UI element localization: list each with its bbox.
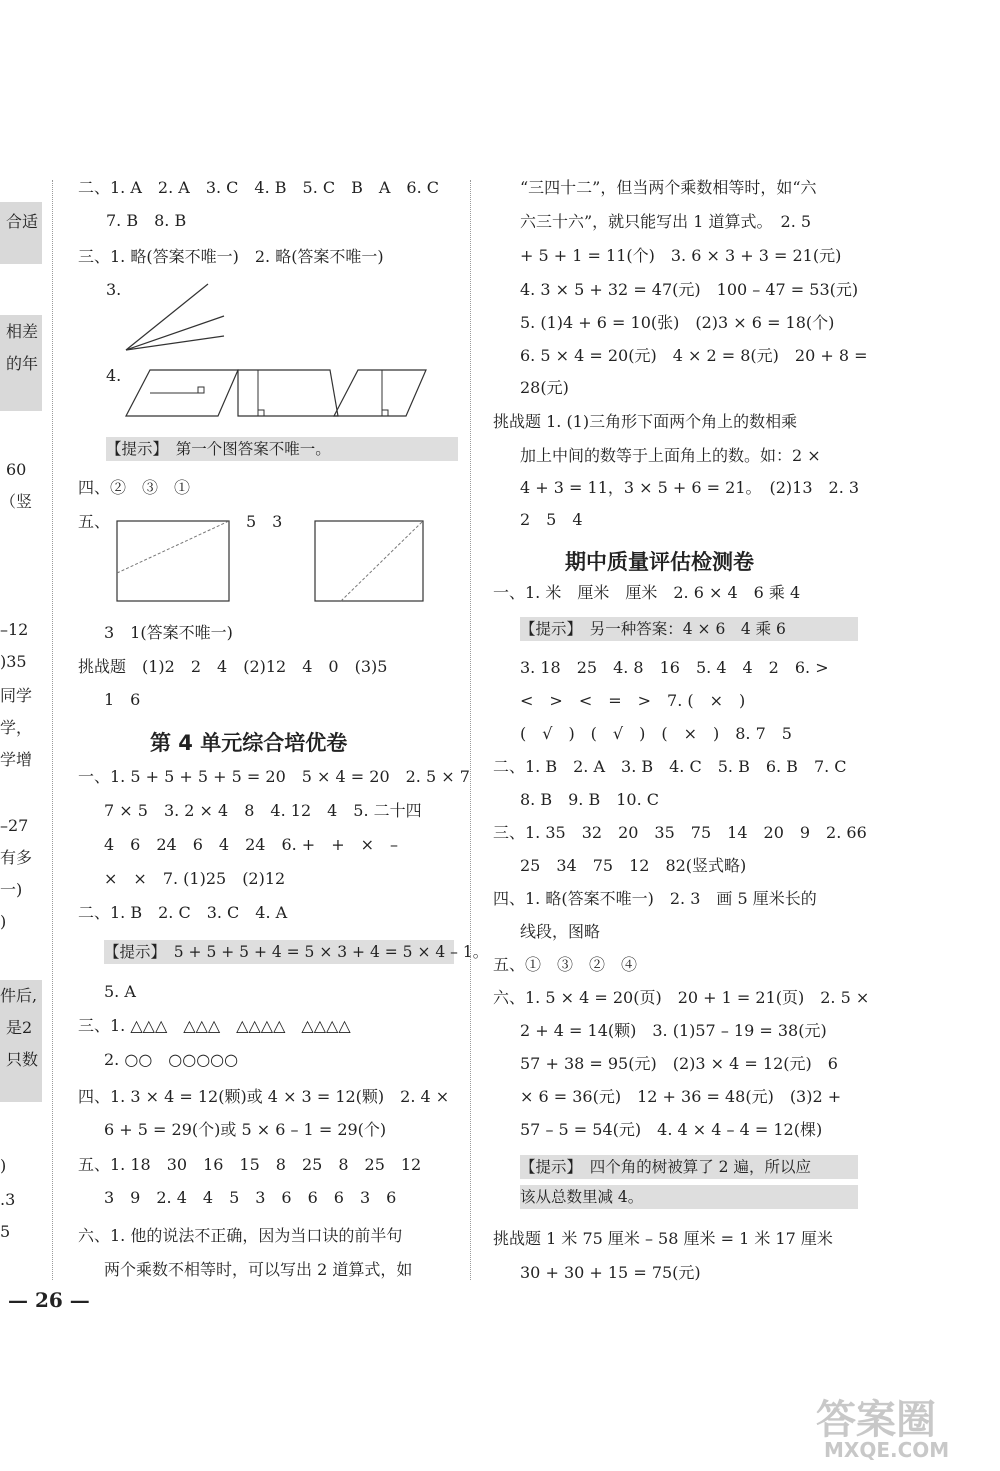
answer-line: 四、1. 略(答案不唯一) 2. 3 画 5 厘米长的 [493,889,817,908]
answer-line: 2 + 4 = 14(颗) 3. (1)57 – 19 = 38(元) [520,1021,827,1040]
answer-line: 7. B 8. B [106,211,187,230]
answer-line: 57 – 5 = 54(元) 4. 4 × 4 – 4 = 12(棵) [520,1120,823,1139]
answer-line: 25 34 75 12 82(竖式略) [520,856,747,875]
challenge-line: 1 6 [104,690,141,709]
answer-line: × × 7. (1)25 (2)12 [104,869,286,888]
answer-line: 2. ○○ ○○○○○ [104,1050,239,1069]
hint-box: 该从总数里减 4。 [520,1185,858,1209]
hint-box: 【提示】 5 + 5 + 5 + 4 = 5 × 3 + 4 = 5 × 4 – 1。 [104,940,454,964]
trapezoid-figures [120,366,450,420]
left-edge-text: 同学 [0,686,33,705]
answer-line: 两个乘数不相等时，可以写出 2 道算式，如 [104,1260,413,1279]
left-edge-text: ) [0,1156,7,1175]
hint-box: 【提示】 四个角的树被算了 2 遍，所以应 [520,1155,858,1179]
left-edge-text: 是2 [6,1018,33,1037]
answer-line: 3. [106,280,122,299]
answer-line: 加上中间的数等于上面角上的数。如：2 × [520,446,821,465]
left-edge-text: ) [0,912,7,931]
challenge-line: 挑战题 1 米 75 厘米 – 58 厘米 = 1 米 17 厘米 [493,1229,833,1248]
answer-line: 5. (1)4 + 6 = 10(张) (2)3 × 6 = 18(个) [520,313,835,332]
answer-line: 四、1. 3 × 4 = 12(颗)或 4 × 3 = 12(颗) 2. 4 × [78,1087,450,1106]
answer-line: 2 5 4 [520,510,583,529]
left-edge-text: 学， [0,718,33,737]
answer-line: “三四十二”，但当两个乘数相等时，如“六 [520,178,817,197]
answer-line: 五、1. 18 30 16 15 8 25 8 25 12 [78,1155,422,1174]
answer-line: 3. 18 25 4. 8 16 5. 4 4 2 6. > [520,658,829,677]
answer-line: 4. [106,366,122,385]
left-edge-text: –12 [0,620,29,639]
challenge-line: 30 + 30 + 15 = 75(元) [520,1263,701,1282]
left-edge-text: 只数 [6,1050,39,1069]
hint-box: 【提示】 另一种答案：4 × 6 4 乘 6 [520,617,858,641]
answer-line: 57 + 38 = 95(元) (2)3 × 4 = 12(元) 6 [520,1054,838,1073]
answer-line: 4. 3 × 5 + 32 = 47(元) 100 – 47 = 53(元) [520,280,859,299]
answer-line: 四、② ③ ① [78,478,191,497]
answer-line: 3 1(答案不唯一) [104,623,233,642]
answer-line: 六三十六”，就只能写出 1 道算式。 2. 5 [520,212,812,231]
left-edge-text: 相差 [6,322,39,341]
left-edge-text: )35 [0,652,27,671]
answer-line: 5. A [104,982,136,1001]
hint-box: 【提示】 第一个图答案不唯一。 [106,437,458,461]
answer-line: 28(元) [520,378,569,397]
answer-line: 一、1. 5 + 5 + 5 + 5 = 20 5 × 4 = 20 2. 5 × 7 [78,767,470,786]
answer-line: 三、1. 35 32 20 35 75 14 20 9 2. 66 [493,823,867,842]
answer-line: 6. 5 × 4 = 20(元) 4 × 2 = 8(元) 20 + 8 = [520,346,868,365]
answer-line: 五、 [78,512,111,531]
watermark-logo: 答案圈 [816,1397,936,1443]
left-edge-text: 60 [6,460,27,479]
answer-line: 六、1. 他的说法不正确，因为当口诀的前半句 [78,1226,403,1245]
left-edge-text: –27 [0,816,29,835]
answer-line: + 5 + 1 = 11(个) 3. 6 × 3 + 3 = 21(元) [520,246,842,265]
answer-line: 三、1. △△△ △△△ △△△△ △△△△ [78,1016,351,1035]
answer-line: < > < = > 7. ( × ) [520,691,746,710]
answer-line: × 6 = 36(元) 12 + 36 = 48(元) (3)2 + [520,1087,842,1106]
answer-line: 三、1. 略(答案不唯一) 2. 略(答案不唯一) [78,247,384,266]
column-divider-middle [470,180,471,1280]
watermark-url: MXQE.COM [824,1438,950,1462]
left-edge-text: 有多 [0,848,33,867]
angle-figure [120,278,230,358]
left-edge-text: 学增 [0,750,33,769]
answer-line: 4 + 3 = 11，3 × 5 + 6 = 21。 (2)13 2. 3 [520,478,860,497]
page-number: — 26 — [8,1288,90,1312]
section-title: 期中质量评估检测卷 [565,550,754,574]
left-edge-text: 一) [0,880,23,899]
answer-line: 5 3 [246,512,283,531]
rectangle-figures [115,515,455,605]
section-title: 第 4 单元综合培优卷 [150,731,348,755]
column-divider-left [52,180,53,1280]
answer-line: 二、1. B 2. C 3. C 4. A [78,903,288,922]
left-edge-text: 件后, [0,986,38,1005]
left-edge-text: （竖 [0,492,33,511]
answer-line: 4 6 24 6 4 24 6. + + × – [104,835,399,854]
answer-line: 一、1. 米 厘米 厘米 2. 6 × 4 6 乘 4 [493,583,801,602]
left-edge-text: 的年 [6,354,39,373]
answer-line: 6 + 5 = 29(个)或 5 × 6 – 1 = 29(个) [104,1120,387,1139]
challenge-line: 挑战题 1. (1)三角形下面两个角上的数相乘 [493,412,798,431]
answer-line: 8. B 9. B 10. C [520,790,659,809]
answer-line: ( √ ) ( √ ) ( × ) 8. 7 5 [520,724,792,743]
answer-line: 六、1. 5 × 4 = 20(页) 20 + 1 = 21(页) 2. 5 × [493,988,870,1007]
answer-line: 7 × 5 3. 2 × 4 8 4. 12 4 5. 二十四 [104,801,422,820]
left-edge-text: 5 [0,1222,11,1241]
left-edge-text: .3 [0,1190,16,1209]
left-edge-text: 合适 [6,212,39,231]
answer-line: 线段，图略 [520,922,601,941]
answer-line: 二、1. B 2. A 3. B 4. C 5. B 6. B 7. C [493,757,847,776]
answer-line: 五、① ③ ② ④ [493,955,638,974]
answer-line: 二、1. A 2. A 3. C 4. B 5. C B A 6. C [78,178,440,197]
answer-line: 3 9 2. 4 4 5 3 6 6 6 3 6 [104,1188,397,1207]
challenge-line: 挑战题 (1)2 2 4 (2)12 4 0 (3)5 [78,657,388,676]
